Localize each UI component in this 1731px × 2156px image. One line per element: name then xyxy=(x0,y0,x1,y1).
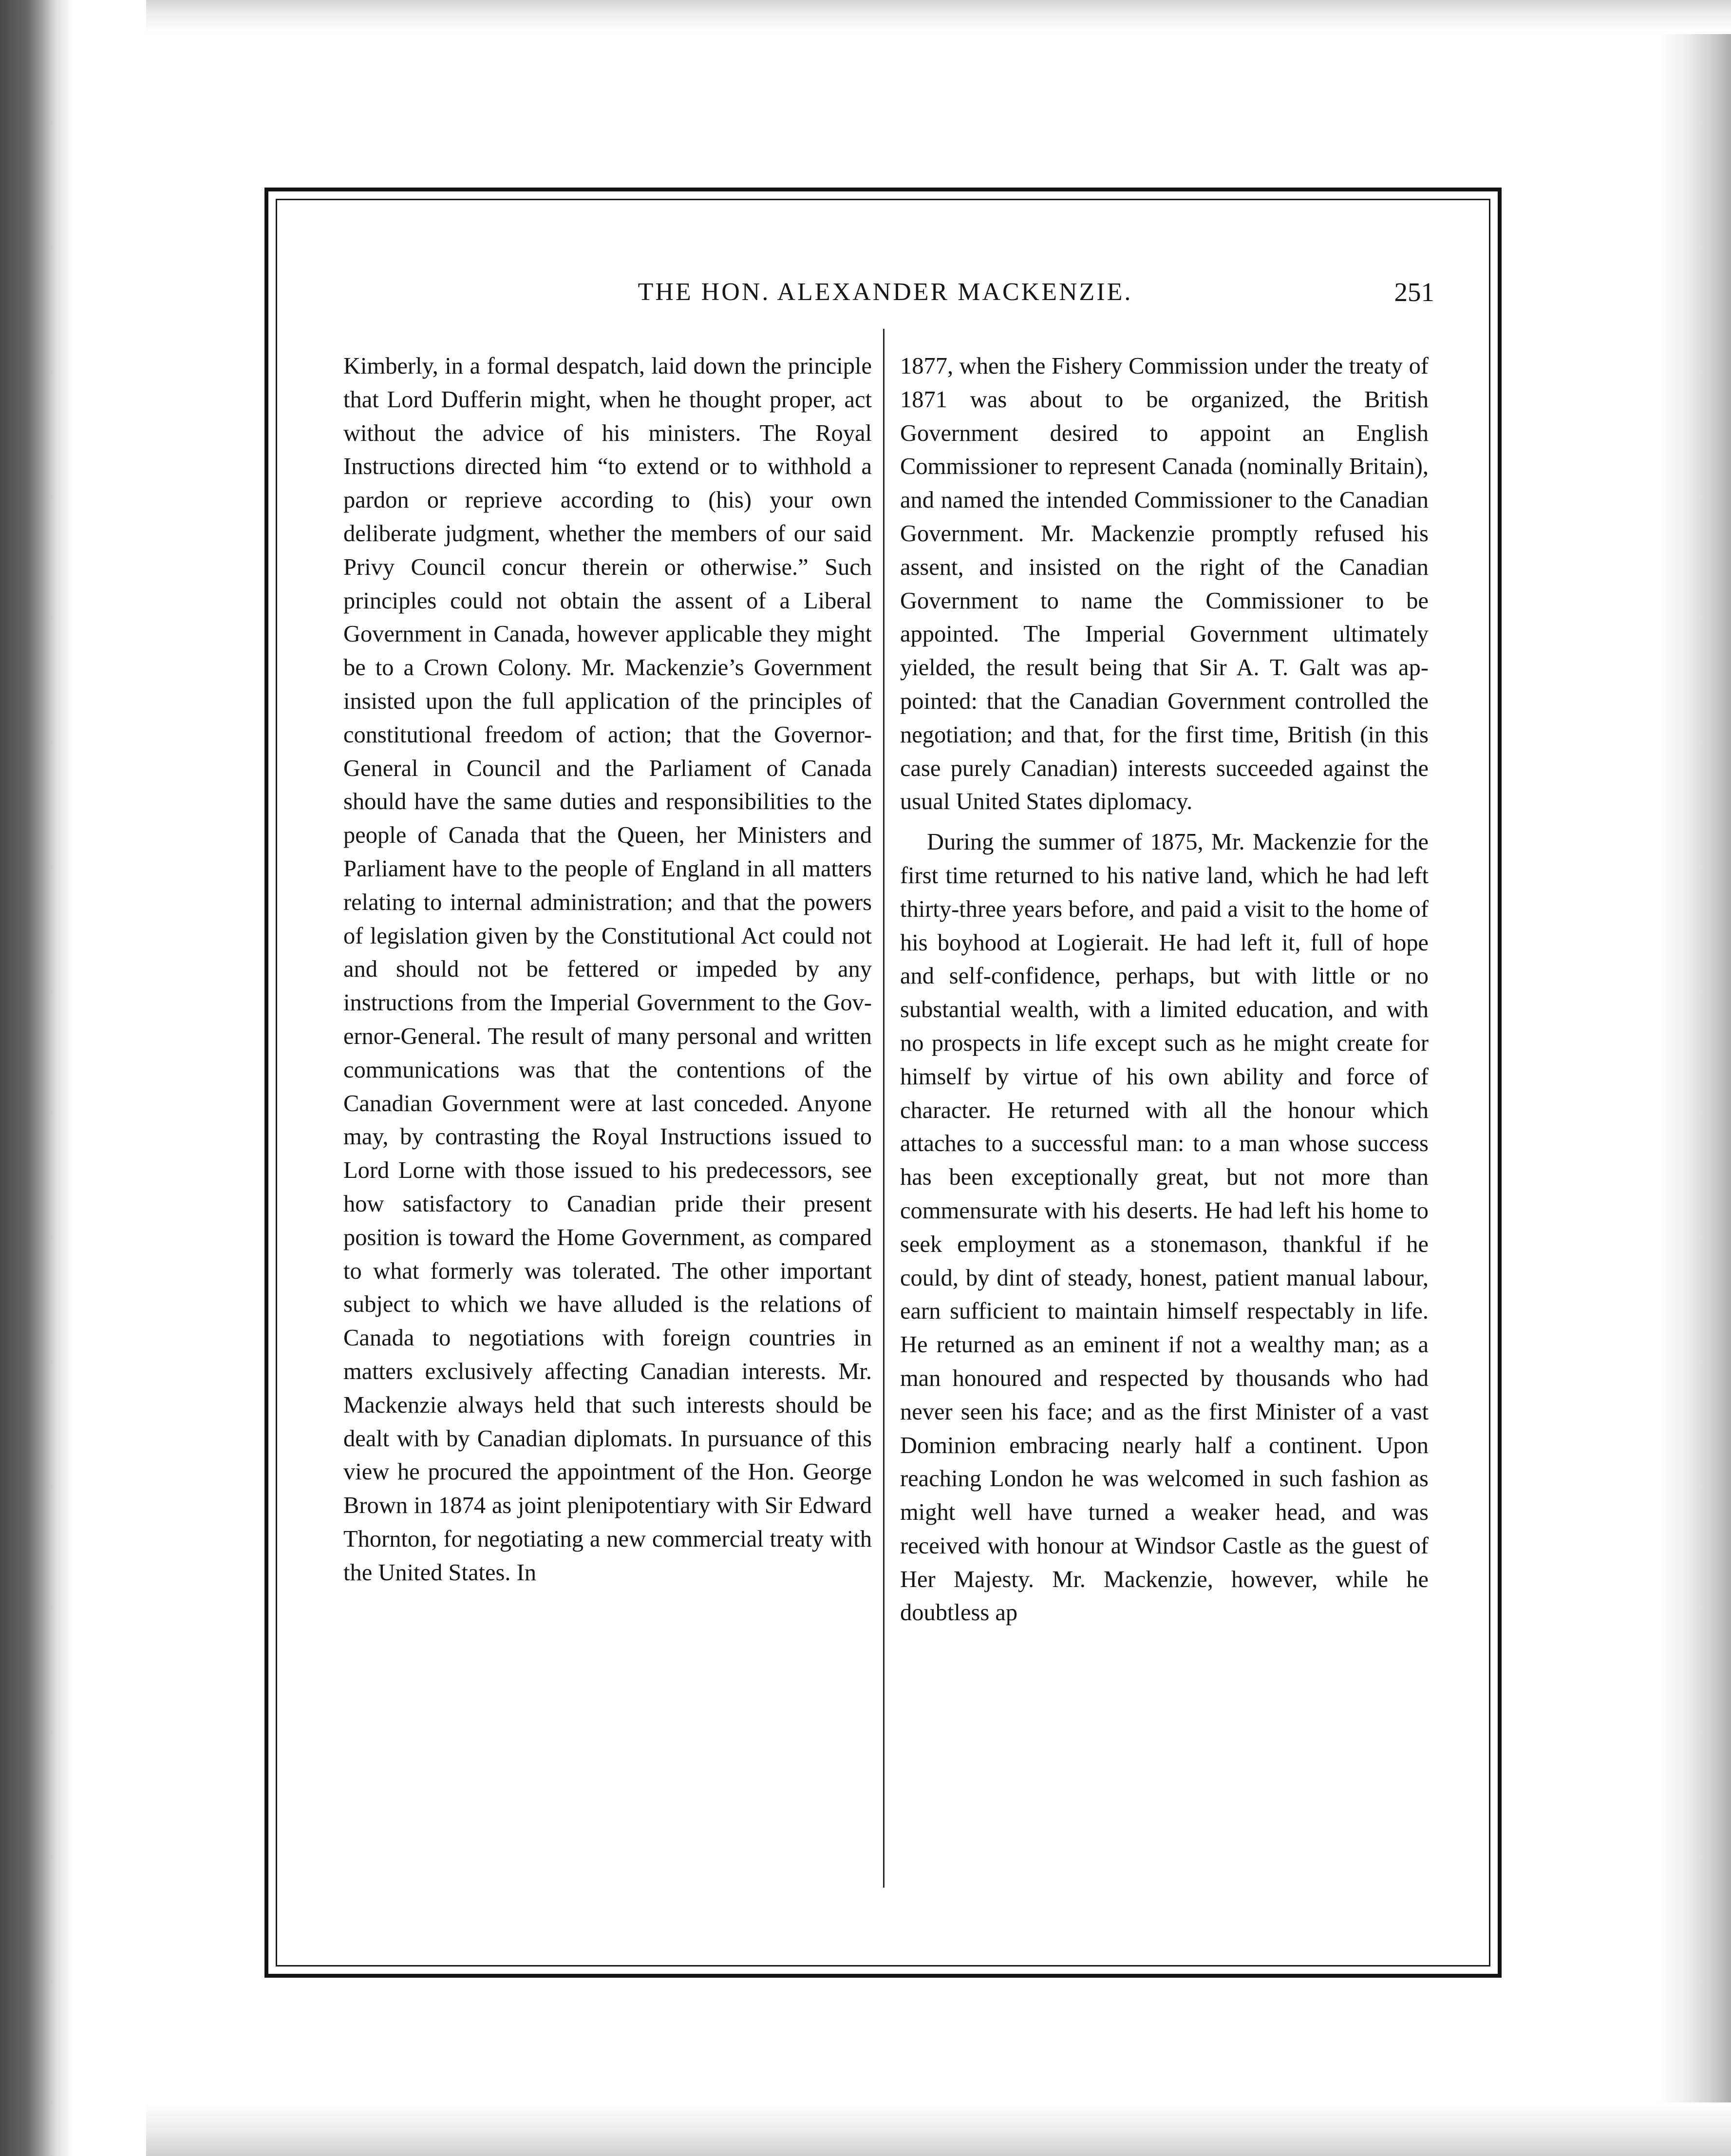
page-number: 251 xyxy=(1394,277,1434,307)
scan-shadow-bottom xyxy=(146,2102,1731,2156)
scan-shadow-left xyxy=(0,0,73,2156)
left-column xyxy=(343,350,872,1589)
scan-shadow-top xyxy=(146,0,1731,34)
running-title: THE HON. ALEXANDER MACKENZIE. xyxy=(638,278,1133,306)
scan-shadow-right xyxy=(1658,0,1731,2156)
body-paragraph: 1877, when the Fishery Commission under the treaty of 1871 was about to be organized, the British Government desired to appoint an English Commissioner to represent Canada (nominally Britain), and named the intended Commissioner to the Canadian Government. Mr. Mackenzie promptly refused his assent, and insisted on the right of the Canadian Government to name the Commissioner to be appointed. The Imperial Government ultimately yielded, the result being that Sir A. T. Galt was appointed: that the Canadian Government controlled the negotiation; and that, for the first time, British (in this case purely Canadian) interests succeeded against the usual United States diplomacy. xyxy=(900,353,1429,815)
running-head xyxy=(336,273,1434,312)
body-paragraph: Kimberly, in a formal despatch, laid down the principle that Lord Dufferin might, when he thought proper, act without the advice of his ministers. The Royal Instructions directed him “to extend or to withhold a pardon or reprieve according to (his) your own deliberate judgment, whether the members of our said Privy Council concur therein or otherwise.” Such principles could not obtain the assent of a Liberal Government in Canada, however applicable they might be to a Crown Colony. Mr. Mackenzie’s Government insisted upon the full application of the principles of constitutional freedom of action; that the Governor-General in Council and the Parliament of Canada should have the same duties and responsibilities to the people of Canada that the Queen, her Ministers and Parliament have to the people of England in all matters relating to internal administration; and that the powers of legislation given by the Constitutional Act could not and should not be fettered or impeded by any instructions from the Imperial Government to the Governor-General. The result of many personal and written communications was that the contentions of the Canadian Government were at last conceded. Anyone may, by contrasting the Royal Instructions issued to Lord Lorne with those issued to his predecessors, see how satisfactory to Canadian pride their present position is toward the Home Government, as compared to what formerly was tolerated. The other important subject to which we have alluded is the relations of Canada to negotiations with foreign countries in matters exclusively affecting Canadian interests. Mr. Mackenzie always held that such interests should be dealt with by Canadian diplomats. In pursuance of this view he procured the appointment of the Hon. George Brown in 1874 as joint plenipotentiary with Sir Edward Thornton, for negotiating a new commercial treaty with the United States. In xyxy=(343,353,872,1586)
right-column xyxy=(900,350,1429,1630)
column-divider xyxy=(883,329,884,1888)
body-paragraph: During the summer of 1875, Mr. Mackenzie for the first time returned to his native land, which he had left thirty-three years before, and paid a visit to the home of his boyhood at Logierait. He had left it, full of hope and self-confidence, perhaps, but with little or no substantial wealth, with a limited education, and with no prospects in life except such as he might create for himself by virtue of his own ability and force of character. He returned with all the honour which attaches to a successful man: to a man whose success has been exceptionally great, but not more than commensurate with his deserts. He had left his home to seek employment as a stonemason, thankful if he could, by dint of steady, honest, patient manual labour, earn sufficient to maintain himself respectably in life. He returned as an eminent if not a wealthy man; as a man honoured and respected by thousands who had never seen his face; and as the first Minister of a vast Dominion embracing nearly half a continent. Upon reaching London he was welcomed in such fashion as might well have turned a weaker head, and was received with honour at Windsor Castle as the guest of Her Majesty. Mr. Mackenzie, however, while he doubtless ap xyxy=(900,829,1429,1626)
